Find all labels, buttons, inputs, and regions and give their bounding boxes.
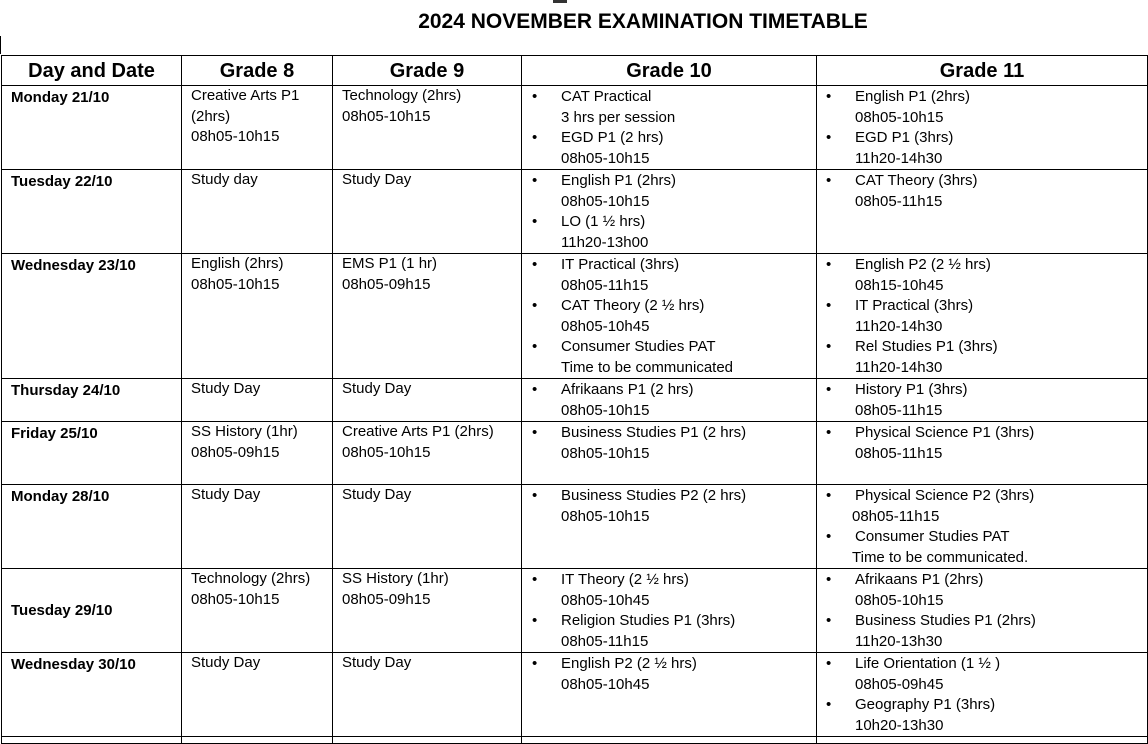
grade-10-cell <box>522 254 817 379</box>
exam-item <box>817 87 1147 128</box>
grade-10-cell <box>522 653 817 737</box>
exam-item <box>522 654 816 695</box>
table-row <box>2 254 1148 379</box>
exam-subject: Geography P1 (3hrs) <box>855 696 996 713</box>
day-date-cell: Thursday 24/10 <box>2 379 182 422</box>
header-grade-11: Grade 11 <box>817 56 1148 86</box>
exam-item <box>817 423 1147 464</box>
exam-subject: English P2 (2 ½ hrs) <box>855 256 991 273</box>
exam-line: (2hrs) <box>191 107 231 125</box>
exam-item <box>817 611 1147 652</box>
grade-10-cell <box>522 485 817 569</box>
empty-cell <box>333 737 522 744</box>
exam-list <box>522 654 816 695</box>
exam-subject: EGD P1 (3hrs) <box>855 129 954 146</box>
exam-subject: Physical Science P2 (3hrs) <box>855 487 1035 504</box>
exam-list <box>522 380 816 421</box>
exam-subject: Business Studies P1 (2 hrs) <box>561 424 747 441</box>
exam-time: 3 hrs per session <box>561 108 676 126</box>
exam-subject: IT Practical (3hrs) <box>561 256 680 273</box>
exam-item <box>522 570 816 611</box>
grade-10-cell <box>522 422 817 485</box>
exam-list <box>817 570 1147 652</box>
grade-8-cell <box>182 422 333 485</box>
exam-time: 08h05-10h15 <box>561 507 650 525</box>
day-date-cell: Wednesday 30/10 <box>2 653 182 737</box>
grade-10-cell <box>522 86 817 170</box>
exam-item <box>817 654 1147 695</box>
exam-list <box>522 570 816 652</box>
exam-subject: IT Practical (3hrs) <box>855 297 974 314</box>
grade-9-cell <box>333 170 522 254</box>
header-grade-10: Grade 10 <box>522 56 817 86</box>
exam-subject: Life Orientation (1 ½ ) <box>855 655 1001 672</box>
exam-time: 08h05-11h15 <box>561 276 649 294</box>
header-day-date: Day and Date <box>2 56 182 86</box>
exam-subject: English P1 (2hrs) <box>561 172 677 189</box>
table-row <box>2 170 1148 254</box>
exam-subject: English P1 (2hrs) <box>855 88 971 105</box>
exam-item <box>817 570 1147 611</box>
exam-item <box>522 87 816 128</box>
empty-cell <box>2 737 182 744</box>
margin-rule <box>0 36 1 54</box>
exam-time: 11h20-14h30 <box>855 149 943 167</box>
exam-time: 08h05-09h45 <box>855 675 944 693</box>
exam-item <box>817 171 1147 212</box>
exam-item <box>817 486 1147 527</box>
exam-line: Creative Arts P1 <box>191 87 300 104</box>
exam-line: 08h05-10h15 <box>191 275 280 293</box>
exam-time: 08h05-10h15 <box>561 192 650 210</box>
exam-item <box>522 296 816 337</box>
exam-subject: Religion Studies P1 (3hrs) <box>561 612 736 629</box>
exam-time: 08h05-10h15 <box>561 149 650 167</box>
page-title: 2024 NOVEMBER EXAMINATION TIMETABLE <box>418 10 868 33</box>
exam-line: 08h05-10h15 <box>191 128 280 145</box>
exam-time: 11h20-13h00 <box>561 233 649 251</box>
grade-9-cell <box>333 569 522 653</box>
exam-line: Study day <box>191 171 258 188</box>
exam-subject: Physical Science P1 (3hrs) <box>855 424 1035 441</box>
grade-9-cell <box>333 86 522 170</box>
exam-time: 08h05-11h15 <box>855 444 943 462</box>
exam-list <box>522 423 816 464</box>
empty-cell <box>182 737 333 744</box>
top-edge-mark <box>553 0 567 3</box>
exam-subject: CAT Theory (3hrs) <box>855 172 978 189</box>
exam-line: 08h05-10h15 <box>342 443 431 461</box>
exam-list <box>817 380 1147 421</box>
exam-time: 08h05-10h15 <box>855 108 944 126</box>
day-date-cell: Monday 28/10 <box>2 485 182 569</box>
exam-line: Study Day <box>191 654 261 671</box>
exam-subject: IT Theory (2 ½ hrs) <box>561 571 689 588</box>
exam-timetable <box>1 55 1148 744</box>
table-row <box>2 653 1148 737</box>
exam-item <box>522 212 816 253</box>
exam-item <box>522 255 816 296</box>
exam-subject: Consumer Studies PAT <box>855 528 1010 545</box>
exam-subject: History P1 (3hrs) <box>855 381 968 398</box>
exam-subject: CAT Practical <box>561 88 652 105</box>
exam-line: English (2hrs) <box>191 255 284 272</box>
exam-list <box>817 654 1147 736</box>
exam-time: 11h20-13h30 <box>855 632 943 650</box>
table-row-partial <box>2 737 1148 744</box>
exam-subject: Consumer Studies PAT <box>561 338 716 355</box>
exam-time: 08h15-10h45 <box>855 276 944 294</box>
day-date-cell: Monday 21/10 <box>2 86 182 170</box>
day-date-cell: Tuesday 22/10 <box>2 170 182 254</box>
grade-10-cell <box>522 170 817 254</box>
exam-list <box>817 87 1147 169</box>
exam-line: SS History (1hr) <box>191 423 298 440</box>
exam-list <box>522 486 816 527</box>
exam-time: 08h05-10h15 <box>561 444 650 462</box>
exam-line: Study Day <box>342 486 412 503</box>
exam-list <box>817 171 1147 212</box>
exam-subject: Afrikaans P1 (2 hrs) <box>561 381 694 398</box>
exam-item <box>817 380 1147 421</box>
exam-subject: Business Studies P2 (2 hrs) <box>561 487 747 504</box>
exam-subject: Afrikaans P1 (2hrs) <box>855 571 984 588</box>
exam-time: 08h05-10h45 <box>561 675 650 693</box>
exam-list <box>817 255 1147 378</box>
exam-item <box>522 337 816 378</box>
exam-list <box>522 87 816 169</box>
grade-8-cell <box>182 379 333 422</box>
exam-line: 08h05-10h15 <box>342 107 431 125</box>
exam-line: Study Day <box>342 171 412 188</box>
grade-8-cell <box>182 254 333 379</box>
exam-item <box>817 128 1147 169</box>
exam-item <box>522 486 816 527</box>
exam-line: 08h05-09h15 <box>342 275 431 293</box>
exam-item <box>817 695 1147 736</box>
grade-11-cell <box>817 485 1148 569</box>
exam-time: 08h05-10h15 <box>561 401 650 419</box>
exam-line: 08h05-10h15 <box>191 590 280 608</box>
day-date-cell: Tuesday 29/10 <box>2 569 182 653</box>
exam-line: 08h05-09h15 <box>342 590 431 608</box>
grade-8-cell <box>182 86 333 170</box>
grade-11-cell <box>817 254 1148 379</box>
exam-item <box>522 171 816 212</box>
table-row <box>2 485 1148 569</box>
exam-subject: English P2 (2 ½ hrs) <box>561 655 697 672</box>
exam-item <box>522 423 816 464</box>
grade-8-cell <box>182 569 333 653</box>
grade-11-cell <box>817 653 1148 737</box>
exam-time: 08h05-11h15 <box>855 401 943 419</box>
day-date-cell: Friday 25/10 <box>2 422 182 485</box>
grade-11-cell <box>817 569 1148 653</box>
exam-time: 08h05-11h15 <box>855 192 943 210</box>
exam-list <box>817 486 1147 568</box>
exam-list <box>522 171 816 253</box>
exam-subject: Rel Studies P1 (3hrs) <box>855 338 998 355</box>
exam-item <box>522 611 816 652</box>
header-grade-9: Grade 9 <box>333 56 522 86</box>
exam-line: EMS P1 (1 hr) <box>342 255 438 272</box>
exam-time: 08h05-10h45 <box>561 591 650 609</box>
grade-8-cell <box>182 170 333 254</box>
exam-list <box>522 255 816 378</box>
header-grade-8: Grade 8 <box>182 56 333 86</box>
exam-time: Time to be communicated. <box>852 548 1029 566</box>
exam-subject: CAT Theory (2 ½ hrs) <box>561 297 705 314</box>
exam-subject: EGD P1 (2 hrs) <box>561 129 664 146</box>
exam-line: Technology (2hrs) <box>191 570 311 587</box>
header-row <box>2 56 1148 86</box>
exam-item <box>522 128 816 169</box>
exam-line: SS History (1hr) <box>342 570 449 587</box>
exam-subject: LO (1 ½ hrs) <box>561 213 646 230</box>
exam-list <box>817 423 1147 464</box>
grade-8-cell <box>182 485 333 569</box>
table-row <box>2 86 1148 170</box>
empty-cell <box>522 737 817 744</box>
exam-line: 08h05-09h15 <box>191 443 280 461</box>
exam-time: 10h20-13h30 <box>855 716 944 734</box>
exam-item <box>522 380 816 421</box>
grade-10-cell <box>522 569 817 653</box>
exam-time: 08h05-10h15 <box>855 591 944 609</box>
exam-line: Study Day <box>191 380 261 397</box>
exam-item <box>817 255 1147 296</box>
exam-time: 08h05-11h15 <box>561 632 649 650</box>
grade-8-cell <box>182 653 333 737</box>
grade-10-cell <box>522 379 817 422</box>
exam-time: 08h05-10h45 <box>561 317 650 335</box>
table-row <box>2 379 1148 422</box>
grade-9-cell <box>333 254 522 379</box>
grade-9-cell <box>333 485 522 569</box>
exam-line: Study Day <box>191 486 261 503</box>
exam-line: Technology (2hrs) <box>342 87 462 104</box>
exam-item <box>817 527 1147 568</box>
grade-11-cell <box>817 170 1148 254</box>
grade-11-cell <box>817 379 1148 422</box>
exam-time: 11h20-14h30 <box>855 317 943 335</box>
exam-time: 08h05-11h15 <box>852 507 940 525</box>
exam-line: Study Day <box>342 380 412 397</box>
grade-11-cell <box>817 422 1148 485</box>
exam-time: 11h20-14h30 <box>855 358 943 376</box>
day-date-cell: Wednesday 23/10 <box>2 254 182 379</box>
table-row <box>2 569 1148 653</box>
exam-line: Study Day <box>342 654 412 671</box>
grade-9-cell <box>333 379 522 422</box>
exam-time: Time to be communicated <box>561 358 734 376</box>
empty-cell <box>817 737 1148 744</box>
grade-9-cell <box>333 422 522 485</box>
exam-line: Creative Arts P1 (2hrs) <box>342 423 494 440</box>
exam-item <box>817 337 1147 378</box>
exam-item <box>817 296 1147 337</box>
table-row <box>2 422 1148 485</box>
grade-9-cell <box>333 653 522 737</box>
exam-subject: Business Studies P1 (2hrs) <box>855 612 1036 629</box>
grade-11-cell <box>817 86 1148 170</box>
